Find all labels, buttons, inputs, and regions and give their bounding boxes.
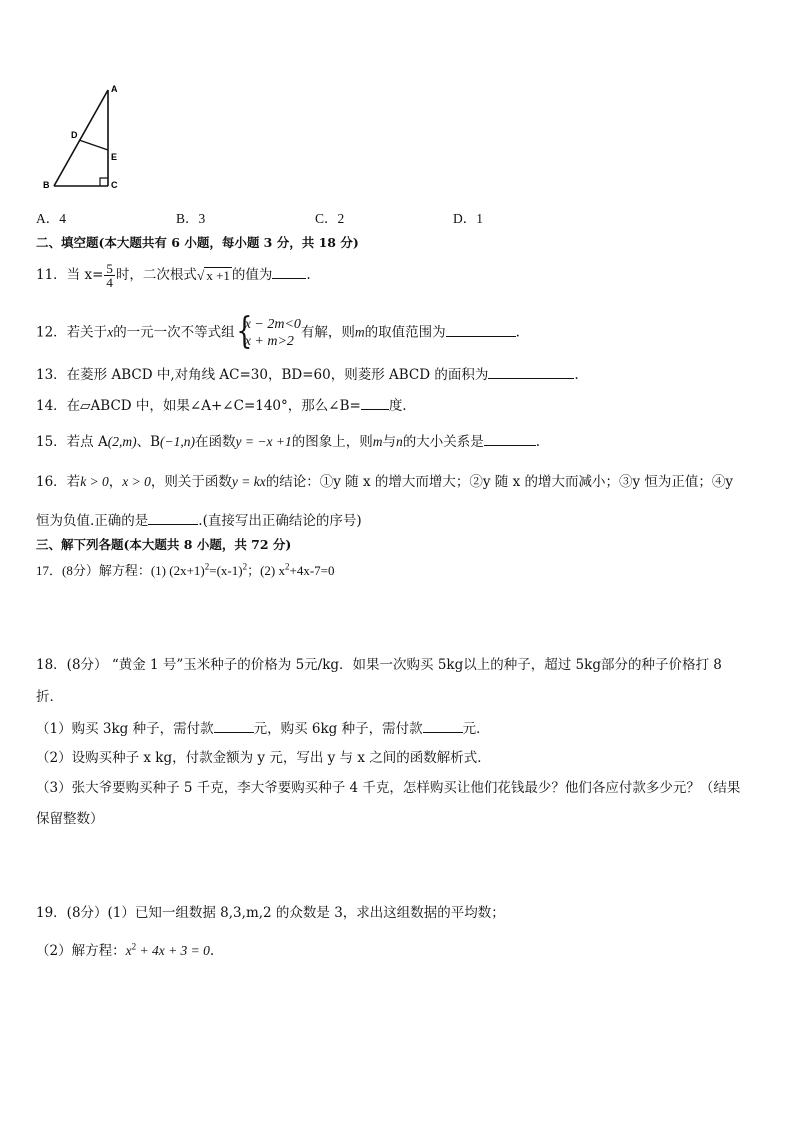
exponent: 2 <box>242 561 248 572</box>
exponent: 2 <box>131 941 137 952</box>
fraction-5-4 <box>104 262 115 289</box>
q17-text-c: ；(2) x <box>247 563 285 578</box>
question-16-line2 <box>36 510 362 530</box>
q16-line2-end: .(直接写出正确结论的序号) <box>198 513 362 529</box>
inequality-system <box>235 311 301 352</box>
q19-line2: （2）解方程： <box>36 943 126 959</box>
question-19-line1: 19．(8分）(1）已知一组数据 8,3,m,2 的众数是 3，求出这组数据的平均数； <box>36 905 505 921</box>
equation-rest: + 4x + 3 = 0 <box>136 943 210 958</box>
q15-and: 与 <box>382 434 396 450</box>
q11-prefix: 11．当 x= <box>36 267 104 283</box>
exponent: 2 <box>204 561 210 572</box>
q15-mid2: 的图象上，则 <box>291 434 373 450</box>
option-c: C．2 <box>315 211 345 226</box>
option-d: D．1 <box>453 211 483 226</box>
q17-text-d: +4x-7=0 <box>289 563 335 578</box>
answer-blank <box>423 718 463 733</box>
q14-end: 度. <box>388 398 407 414</box>
condition-x: x > 0 <box>122 474 151 489</box>
q16-line2: 恒为负值.正确的是 <box>36 513 149 529</box>
q15-prefix: 15．若点 A <box>36 434 108 450</box>
q12-mid: 的一元一次不等式组 <box>113 324 235 341</box>
var-x: x <box>107 324 114 340</box>
point-b: (−1,n) <box>160 434 195 449</box>
label-b: B <box>43 180 50 190</box>
equation-x: x <box>125 943 132 958</box>
q16-mid: ，则关于函数 <box>150 474 232 490</box>
q13-text: 13．在菱形 ABCD 中,对角线 AC=30，BD=60，则菱形 ABCD 的面积为 <box>36 367 489 383</box>
fraction-numerator: 5 <box>106 261 113 276</box>
radicand: x +1 <box>206 267 230 283</box>
answer-blank <box>148 510 198 525</box>
square-root <box>197 267 232 285</box>
q15-end: . <box>535 434 540 450</box>
q18-p1c: 元． <box>462 721 490 737</box>
segment-de <box>79 140 108 150</box>
question-18-line1: 18．(8分） “黄金 1 号”玉米种子的价格为 5元/kg．如果一次购买 5kg以上的种子，超过 5kg部分的种子价格打 8 <box>36 657 722 673</box>
inequality-2: x + m>2 <box>244 334 294 349</box>
question-18-line2: 折． <box>36 689 63 705</box>
brace-icon: { <box>236 311 253 352</box>
answer-blank <box>488 364 574 379</box>
label-d: D <box>71 130 78 140</box>
q19-end: . <box>209 943 215 959</box>
q15-suffix: 的大小关系是 <box>402 434 484 450</box>
q12-mid2: 有解，则 <box>300 324 355 341</box>
var-m: m <box>354 324 365 340</box>
question-16 <box>36 473 733 491</box>
question-15 <box>36 431 540 451</box>
label-a: A <box>111 84 118 94</box>
function-expression: y = kx <box>231 474 266 489</box>
q11-suffix: 的值为 <box>231 267 273 283</box>
inequality-1: x − 2m<0 <box>244 317 301 332</box>
radical-sign-icon: √ <box>196 267 205 283</box>
right-angle-mark <box>100 178 108 186</box>
section2-heading: 二、填空题(本大题共有 6 小题，每小题 3 分，共 18 分) <box>36 235 359 250</box>
point-a: (2,m) <box>107 434 137 449</box>
question-18-part3-cont: 保留整数） <box>36 811 104 827</box>
q18-p1a: （1）购买 3kg 种子，需付款 <box>36 721 214 737</box>
question-13 <box>36 364 579 384</box>
q12-end: . <box>515 324 520 341</box>
question-14 <box>36 395 407 415</box>
q14-text: 14．在▱ABCD 中，如果∠A+∠C=140°，那么∠B= <box>36 398 361 414</box>
q18-p1b: 元，购买 6kg 种子，需付款 <box>253 721 423 737</box>
question-19-line2 <box>36 942 214 960</box>
question-17 <box>36 562 334 580</box>
answer-blank <box>272 264 306 279</box>
answer-blank <box>446 322 516 337</box>
answer-blank <box>361 395 389 410</box>
var-n: n <box>395 434 403 449</box>
answer-blank <box>214 718 254 733</box>
fraction-denominator: 4 <box>106 275 113 290</box>
q13-end: . <box>574 367 579 383</box>
q16-prefix: 16．若 <box>36 474 81 490</box>
option-b: B．3 <box>176 211 206 226</box>
q11-mid: 时，二次根式 <box>115 267 197 283</box>
label-c: C <box>111 180 118 190</box>
option-a: A．4 <box>36 211 66 226</box>
question-12 <box>36 311 520 352</box>
q17-text-a: 17．(8分）解方程：(1) (2x+1) <box>36 563 205 578</box>
section3-heading: 三、解下列各题(本大题共 8 小题，共 72 分) <box>36 537 292 552</box>
question-18-part2: （2）设购买种子 x kg，付款金额为 y 元，写出 y 与 x 之间的函数解析式． <box>36 750 491 766</box>
label-e: E <box>111 152 118 162</box>
var-m: m <box>372 434 383 449</box>
function-expression: y = −x +1 <box>235 434 292 449</box>
q15-mid: 在函数 <box>195 434 236 450</box>
answer-blank <box>484 431 536 446</box>
question-18-part3: （3）张大爷要购买种子 5 千克，李大爷要购买种子 4 千克，怎样购买让他们花钱最少？他们各应付款多少元？（结果 <box>36 780 741 796</box>
triangle-figure <box>36 80 136 192</box>
q16-rest: 的结论：①y 随 x 的增大而增大；②y 随 x 的增大而减小；③y 恒为正值；④y <box>265 474 734 490</box>
question-11 <box>36 262 311 289</box>
q15-sep: 、B <box>136 434 161 450</box>
q17-text-b: =(x-1) <box>209 563 243 578</box>
q16-sep: ， <box>108 474 123 490</box>
question-18-part1 <box>36 718 490 738</box>
condition-k: k > 0 <box>80 474 109 489</box>
q12-prefix: 12．若关于 <box>36 324 108 341</box>
side-ba <box>54 90 108 186</box>
exponent: 2 <box>284 561 290 572</box>
q11-end: . <box>306 267 311 283</box>
q12-suffix: 的取值范围为 <box>364 324 446 341</box>
